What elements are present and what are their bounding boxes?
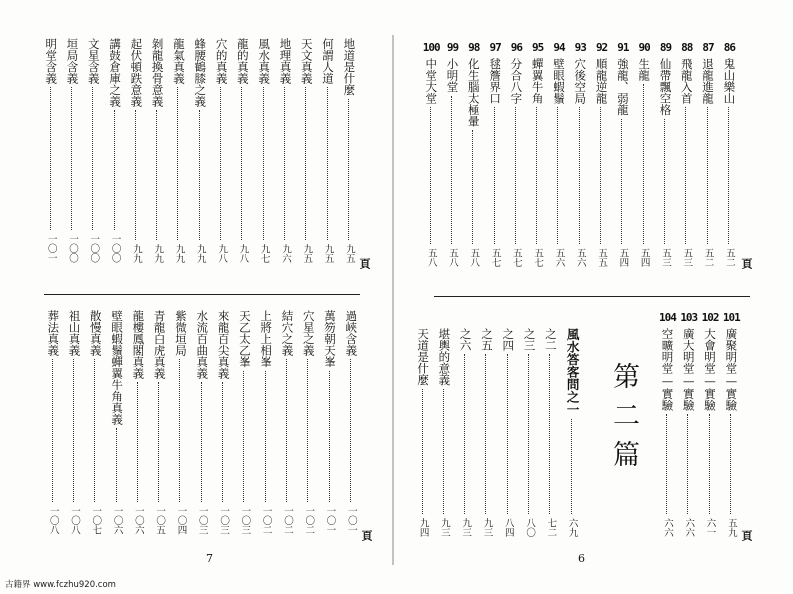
toc-entry	[676, 42, 697, 270]
toc-entry	[149, 310, 170, 538]
entry-page-number: 五四	[638, 248, 650, 267]
toc-entry	[211, 38, 232, 266]
entry-title: 天道是什麼	[416, 328, 431, 386]
entry-title: 廣大明堂—實驗	[681, 328, 696, 411]
entry-number: 91	[617, 41, 629, 54]
section-rule	[434, 296, 750, 297]
entry-title: 空曠明堂—實驗	[660, 328, 675, 411]
entry-title: 講鼓倉庫之義	[108, 38, 123, 107]
entry-page-number: 一〇二	[281, 506, 293, 535]
dot-leader	[557, 107, 560, 244]
entry-title: 地道是什麼	[342, 38, 357, 96]
entry-page-number: 九六	[279, 244, 291, 263]
entry-title: 明堂含義	[44, 38, 59, 84]
entry-title: 葬法真義	[46, 310, 61, 356]
toc-entry	[232, 38, 253, 266]
entry-page-number: 六一	[704, 518, 716, 537]
page-header-mark: 頁	[358, 258, 371, 269]
entry-title: 風水真義	[257, 38, 272, 84]
entry-title: 何謂人道	[321, 38, 336, 84]
entry-number: 102	[701, 311, 719, 324]
gutter-divider	[392, 35, 394, 565]
toc-entry	[192, 310, 213, 538]
toc-entry	[213, 310, 234, 538]
dot-leader	[728, 107, 731, 244]
entry-title: 散慢真義	[88, 310, 103, 356]
dot-leader	[422, 389, 425, 514]
dot-leader	[472, 130, 475, 244]
entry-page-number: 五九	[725, 518, 737, 537]
entry-title: 結穴之義	[280, 310, 295, 356]
toc-entry	[83, 38, 104, 266]
entry-page-number: 一〇三	[239, 505, 251, 534]
entry-title: 廣聚明堂—實驗	[724, 328, 739, 411]
toc-entry	[147, 38, 168, 266]
dot-leader	[350, 359, 353, 502]
dot-leader	[600, 107, 603, 244]
toc-entry	[234, 310, 255, 538]
entry-title: 小明堂	[445, 58, 460, 93]
entry-page-number: 一〇三	[196, 506, 208, 535]
entry-page-number: 五五	[596, 248, 608, 267]
entry-page-number: 一〇八	[47, 506, 59, 535]
entry-number: 88	[681, 41, 693, 54]
toc-entry	[634, 42, 655, 270]
dot-leader	[709, 414, 712, 514]
entry-title: 穴星之義	[301, 310, 316, 356]
entry-page-number: 一〇一	[345, 506, 357, 535]
entry-title: 穴後空局	[573, 58, 588, 104]
toc-panel-bottom-right	[416, 311, 742, 544]
toc-panel-bottom-left	[40, 310, 362, 542]
toc-entry	[591, 42, 612, 270]
entry-title: 風水答客問之一	[565, 328, 581, 416]
toc-entry	[540, 312, 561, 540]
entry-number: 87	[702, 41, 714, 54]
entry-page-number: 五四	[617, 247, 629, 267]
dot-leader	[536, 107, 539, 244]
entry-page-number: 九三	[481, 518, 493, 537]
entry-title: 祖山真義	[67, 310, 82, 356]
entry-page-number: 一〇三	[218, 506, 230, 535]
entry-page-number: 五八	[446, 247, 458, 267]
dot-leader	[707, 107, 710, 244]
entry-page-number: 五三	[659, 247, 671, 267]
entry-page-number: 一〇〇	[88, 234, 100, 263]
entry-title: 之五	[479, 328, 494, 351]
entry-page-number: 一〇八	[68, 506, 80, 535]
dot-leader	[687, 414, 690, 514]
toc-entry	[190, 38, 211, 266]
entry-title: 毬簷界口	[488, 58, 503, 104]
toc-entry	[170, 310, 191, 538]
entry-number: 96	[510, 41, 522, 54]
dot-leader	[263, 87, 266, 240]
entry-page-number: 一〇〇	[66, 234, 78, 263]
toc-entry	[562, 312, 583, 540]
dot-leader	[135, 110, 138, 240]
entry-number: 90	[638, 41, 650, 54]
dot-leader	[329, 371, 332, 502]
entry-page-number: 六六	[683, 518, 695, 537]
dot-leader	[348, 99, 351, 240]
dot-leader	[664, 119, 667, 244]
toc-entry	[655, 42, 676, 270]
entry-title: 分合八字	[509, 58, 524, 104]
entry-page-number: 五二	[702, 248, 714, 267]
entry-title: 垣局含義	[65, 38, 80, 84]
entry-title: 蜂腰鶴膝之義	[193, 38, 208, 107]
entry-number: 98	[468, 41, 480, 54]
entry-title: 仙帶飄空格	[658, 58, 673, 116]
entry-title: 青龍白虎真義	[152, 310, 167, 379]
toc-entry	[721, 312, 742, 540]
toc-entry	[339, 38, 360, 266]
dot-leader	[177, 87, 180, 240]
entry-page-number: 五七	[489, 248, 501, 267]
entry-number: 86	[723, 41, 735, 54]
page-header-mark: 頁	[360, 530, 373, 541]
toc-entry	[298, 310, 319, 538]
chapter-heading: 第二篇	[608, 362, 639, 479]
entry-number: 93	[574, 41, 586, 54]
toc-entry	[256, 310, 277, 538]
site-watermark: 古籍界 www.fczhu920.com	[5, 580, 116, 590]
dot-leader	[666, 414, 669, 514]
toc-panel-top-right	[420, 42, 740, 274]
entry-page-number: 五七	[510, 248, 522, 267]
dot-leader	[222, 382, 225, 502]
entry-title: 順龍逆龍	[594, 58, 609, 104]
entry-title: 生龍	[637, 58, 652, 81]
toc-entry	[275, 38, 296, 266]
entry-title: 剝龍換骨意義	[150, 38, 165, 107]
entry-page-number: 八〇	[524, 518, 536, 537]
toc-entry	[678, 312, 699, 540]
dot-leader	[485, 354, 488, 514]
entry-title: 之二	[543, 328, 558, 351]
dot-leader	[94, 359, 97, 502]
dot-leader	[158, 382, 161, 502]
entry-page-number: 六九	[566, 517, 578, 537]
dot-leader	[730, 414, 733, 514]
toc-entry	[126, 38, 147, 266]
toc-entry	[498, 312, 519, 540]
toc-entry	[277, 310, 298, 538]
page-number-right: 6	[578, 552, 585, 565]
entry-title: 上將上相峯	[259, 310, 274, 368]
entry-number: 89	[659, 41, 672, 54]
entry-title: 龍氣真義	[171, 38, 186, 84]
dot-leader	[241, 87, 244, 240]
entry-page-number: 一〇一	[45, 234, 57, 263]
entry-page-number: 九九	[130, 244, 142, 263]
entry-title: 鬼山樂山	[722, 58, 737, 104]
dot-leader	[685, 107, 688, 244]
dot-leader	[643, 84, 646, 244]
entry-page-number: 五八	[468, 248, 480, 267]
dot-leader	[528, 354, 531, 514]
toc-entry	[548, 42, 569, 270]
entry-title: 壁眼蝦鬚	[551, 58, 566, 104]
entry-number: 103	[680, 311, 698, 324]
entry-title: 龍樓鳳閣真義	[131, 310, 146, 379]
entry-page-number: 九九	[173, 244, 185, 263]
toc-entry	[85, 310, 106, 538]
toc-entry	[519, 312, 540, 540]
entry-page-number: 九五	[343, 243, 355, 263]
toc-entry	[506, 42, 527, 270]
entry-number: 101	[722, 311, 740, 324]
entry-title: 穴的真義	[214, 38, 229, 84]
entry-title: 萬笏朝天峯	[323, 310, 338, 368]
entry-page-number: 九三	[438, 517, 450, 537]
toc-entry	[41, 38, 62, 266]
entry-page-number: 九三	[460, 518, 472, 537]
toc-entry	[612, 42, 633, 270]
dot-leader	[307, 359, 310, 502]
dot-leader	[116, 428, 119, 502]
entry-number: 100	[422, 41, 440, 54]
entry-number: 92	[595, 41, 608, 54]
entry-page-number: 一〇六	[132, 506, 144, 535]
toc-entry	[527, 42, 548, 270]
entry-page-number: 九八	[216, 244, 228, 263]
entry-title: 中堂大堂	[424, 58, 439, 104]
entry-page-number: 五二	[723, 248, 735, 267]
toc-entry	[104, 38, 125, 266]
dot-leader	[571, 419, 574, 514]
entry-title: 之三	[522, 328, 537, 351]
entry-page-number: 一〇〇	[109, 234, 121, 263]
entry-title: 蟬翼牛角	[530, 58, 545, 104]
toc-entry	[43, 310, 64, 538]
toc-entry	[463, 42, 484, 270]
toc-entry	[254, 38, 275, 266]
entry-page-number: 九八	[237, 244, 249, 263]
dot-leader	[464, 354, 467, 514]
toc-entry	[570, 42, 591, 270]
entry-title: 退龍進龍	[701, 58, 716, 104]
entry-title: 堪輿的意義	[437, 328, 452, 386]
entry-title: 來龍百尖真義	[216, 310, 231, 379]
dot-leader	[621, 119, 624, 244]
toc-entry	[421, 42, 442, 270]
toc-entry	[319, 310, 340, 538]
entry-page-number: 九九	[152, 244, 164, 263]
entry-title: 飛龍入首	[679, 58, 694, 104]
toc-entry	[434, 312, 455, 540]
section-rule	[44, 294, 360, 295]
entry-page-number: 一〇四	[175, 506, 187, 535]
entry-title: 壁眼蝦鬚蟬翼牛角真義	[110, 310, 125, 425]
dot-leader	[92, 87, 95, 230]
entry-number: 97	[489, 41, 501, 54]
entry-title: 化生腦太極暈	[466, 58, 481, 127]
toc-columns	[416, 311, 742, 540]
dot-leader	[137, 382, 140, 502]
toc-panel-top-left	[40, 38, 360, 268]
dot-leader	[179, 359, 182, 502]
dot-leader	[305, 87, 308, 240]
dot-leader	[494, 107, 497, 244]
dot-leader	[52, 359, 55, 502]
page-header-mark: 頁	[740, 258, 753, 269]
toc-entry	[455, 312, 476, 540]
entry-page-number: 五六	[574, 248, 586, 267]
entry-title: 強龍、弱龍	[615, 58, 630, 116]
toc-entry	[412, 312, 433, 540]
entry-page-number: 一〇七	[90, 506, 102, 535]
entry-page-number: 九五	[301, 244, 313, 263]
toc-columns	[40, 38, 360, 266]
dot-leader	[549, 354, 552, 514]
entry-page-number: 七二	[545, 518, 557, 537]
dot-leader	[50, 87, 53, 230]
dot-leader	[201, 382, 204, 502]
toc-entry	[719, 42, 740, 270]
dot-leader	[284, 87, 287, 240]
entry-page-number: 五七	[532, 248, 544, 267]
entry-title: 之六	[458, 328, 473, 351]
dot-leader	[430, 107, 433, 244]
dot-leader	[71, 87, 74, 230]
dot-leader	[286, 359, 289, 502]
entry-title: 天乙太乙峯	[237, 310, 252, 368]
dot-leader	[579, 107, 582, 244]
entry-page-number: 九七	[258, 244, 270, 263]
toc-entry	[106, 310, 127, 538]
toc-entry	[341, 310, 362, 538]
entry-title: 過峽含義	[344, 310, 359, 356]
dot-leader	[443, 389, 446, 514]
entry-page-number: 一〇二	[260, 505, 272, 534]
toc-entry	[697, 42, 718, 270]
entry-title: 天文真義	[299, 38, 314, 84]
entry-page-number: 八四	[502, 518, 514, 537]
toc-entry	[317, 38, 338, 266]
entry-page-number: 五三	[681, 248, 693, 267]
entry-title: 紫微垣局	[173, 310, 188, 356]
toc-columns	[40, 310, 362, 538]
entry-title: 大會明堂—實驗	[703, 328, 718, 411]
dot-leader	[265, 371, 268, 502]
page-header-mark: 頁	[740, 530, 753, 541]
entry-title: 起伏頓跌意義	[129, 38, 144, 107]
entry-page-number: 五六	[553, 248, 565, 267]
entry-title: 水流百曲真義	[195, 310, 210, 379]
toc-entry	[168, 38, 189, 266]
dot-leader	[114, 110, 117, 230]
dot-leader	[451, 96, 454, 244]
entry-page-number: 五八	[425, 248, 437, 267]
dot-leader	[156, 110, 159, 240]
entry-page-number: 一〇一	[324, 505, 336, 534]
dot-leader	[199, 110, 202, 240]
toc-columns	[420, 42, 740, 270]
toc-entry	[699, 312, 720, 540]
entry-page-number: 一〇五	[154, 506, 166, 535]
dot-leader	[243, 371, 246, 502]
dot-leader	[515, 107, 518, 244]
entry-number: 95	[532, 41, 544, 54]
toc-entry	[442, 42, 463, 270]
dot-leader	[507, 354, 510, 514]
entry-number: 104	[659, 311, 676, 324]
toc-entry	[128, 310, 149, 538]
dot-leader	[73, 359, 76, 502]
page-number-left: 7	[206, 552, 213, 565]
toc-entry	[476, 312, 497, 540]
entry-page-number: 九九	[194, 244, 206, 263]
entry-number: 94	[553, 41, 565, 54]
toc-entry	[62, 38, 83, 266]
dot-leader	[220, 87, 223, 240]
entry-number: 99	[446, 41, 459, 54]
entry-title: 龍的真義	[235, 38, 250, 84]
entry-title: 文星含義	[86, 38, 101, 84]
toc-entry	[484, 42, 505, 270]
entry-page-number: 九五	[322, 244, 334, 263]
toc-entry	[296, 38, 317, 266]
dot-leader	[327, 87, 330, 240]
entry-page-number: 一〇二	[303, 506, 315, 535]
entry-title: 之四	[501, 328, 516, 351]
toc-entry	[657, 312, 678, 540]
entry-title: 地理真義	[278, 38, 293, 84]
toc-entry	[64, 310, 85, 538]
entry-page-number: 一〇六	[111, 506, 123, 535]
entry-page-number: 九四	[417, 517, 429, 537]
entry-page-number: 六六	[661, 518, 673, 537]
